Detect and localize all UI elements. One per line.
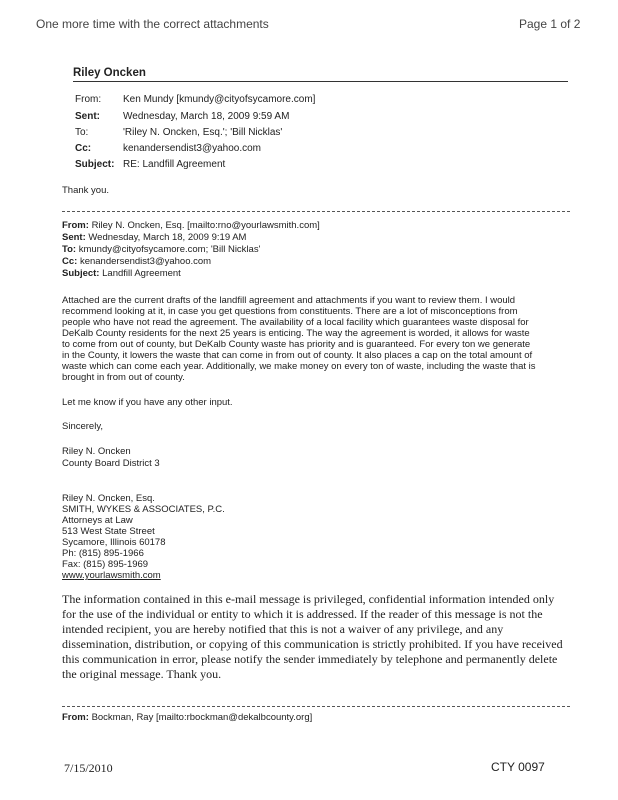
reply-subject-field	[75, 159, 225, 170]
closing: Sincerely,	[62, 421, 104, 432]
body-line: brought in from out of county.	[62, 372, 185, 383]
reply-subject-label: Subject:	[75, 159, 115, 170]
firm-website-link[interactable]: www.yourlawsmith.com	[62, 570, 161, 581]
original-sent-value: Wednesday, March 18, 2009 9:19 AM	[88, 232, 247, 243]
disclaimer-line: intended recipient, you are hereby notified that this is not a waiver of any privilege, and any	[62, 622, 504, 636]
firm-website-wrap	[62, 570, 161, 581]
body-line: Attached are the current drafts of the landfill agreement and attachments if you want to review them. I would	[62, 295, 516, 306]
reply-cc-field	[75, 143, 261, 154]
firm-signature-line: Attorneys at Law	[62, 515, 133, 526]
reply-cc-label: Cc:	[75, 143, 92, 154]
disclaimer-line: The information contained in this e-mail message is privileged, confidential information intended only	[62, 592, 555, 606]
firm-signature-line: 513 West State Street	[62, 526, 155, 537]
disclaimer-line: this communication in error, please notify the sender immediately by telephone and permanently delete	[62, 652, 558, 666]
disclaimer-line: the original message. Thank you.	[62, 667, 222, 681]
reply-from-field	[75, 94, 315, 105]
firm-signature-line: Riley N. Oncken, Esq.	[62, 493, 155, 504]
original-from-value: Riley N. Oncken, Esq. [mailto:rno@yourlawsmith.com]	[91, 220, 320, 231]
original-cc-field	[62, 256, 211, 267]
firm-signature-line: Sycamore, Illinois 60178	[62, 537, 166, 548]
page-number: Page 1 of 2	[519, 17, 581, 31]
reply-cc-value: kenandersendist3@yahoo.com	[123, 143, 262, 154]
message-separator	[62, 706, 570, 707]
disclaimer-line: for the use of the individual or entity to which it is addressed. If the reader of this message is not the	[62, 607, 543, 621]
reply-from-label: From:	[75, 94, 102, 105]
original-to-label: To:	[62, 244, 77, 255]
sender-divider	[73, 81, 568, 82]
original-subject-field	[62, 268, 181, 279]
original-subject-value: Landfill Agreement	[102, 268, 181, 279]
next-from-value: Bockman, Ray [mailto:rbockman@dekalbcounty.org]	[91, 712, 313, 723]
message-separator	[62, 211, 570, 212]
original-to-value: kmundy@cityofsycamore.com; 'Bill Nicklas'	[78, 244, 261, 255]
sender-name: Riley Oncken	[73, 67, 146, 79]
body-line: in the County, it lowers the waste that can come in from out of county. It also places a cap on the total amount of	[62, 350, 533, 361]
bates-number: CTY 0097	[491, 760, 545, 774]
original-sent-field	[62, 232, 246, 243]
body-line: recommend looking at it, in case you get questions from constituents. There are a lot of misconceptions from	[62, 306, 518, 317]
reply-to-value: 'Riley N. Oncken, Esq.'; 'Bill Nicklas'	[123, 127, 283, 138]
disclaimer-line: dissemination, distribution, or copying of this communication is strictly prohibited. If you have received	[62, 637, 563, 651]
original-to-field	[62, 244, 260, 255]
reply-from-value: Ken Mundy [kmundy@cityofsycamore.com]	[123, 94, 316, 105]
original-subject-label: Subject:	[62, 268, 100, 279]
next-message-from	[62, 712, 312, 723]
original-cc-value: kenandersendist3@yahoo.com	[79, 256, 212, 267]
original-from-field	[62, 220, 320, 231]
body-line: DeKalb County residents for the next 25 years is enticing. The way the agreement is worded, it allows for waste	[62, 328, 530, 339]
original-sent-label: Sent:	[62, 232, 86, 243]
original-cc-label: Cc:	[62, 256, 78, 267]
input-request: Let me know if you have any other input.	[62, 397, 233, 408]
document-title: One more time with the correct attachments	[36, 17, 269, 31]
reply-body: Thank you.	[62, 185, 109, 196]
body-line: people who have not read the agreement. The availability of a local facility which guarantees waste disposal for	[62, 317, 529, 328]
body-line: waste which can come each year. Additionally, we make money on every ton of waste, including the waste that is	[62, 361, 536, 372]
next-from-label: From:	[62, 712, 89, 723]
signature-name: Riley N. Oncken	[62, 446, 131, 457]
signature-title: County Board District 3	[62, 458, 160, 469]
firm-phone: Ph: (815) 895-1966	[62, 548, 144, 559]
body-line: to come from out of county, but DeKalb County waste has priority and is guaranteed. For every ton we generate	[62, 339, 531, 350]
original-from-label: From:	[62, 220, 89, 231]
firm-fax: Fax: (815) 895-1969	[62, 559, 149, 570]
reply-sent-label: Sent:	[75, 111, 100, 122]
reply-subject-value: RE: Landfill Agreement	[123, 159, 226, 170]
reply-to-field	[75, 127, 282, 138]
reply-sent-field	[75, 111, 289, 122]
reply-to-label: To:	[75, 127, 89, 138]
print-date: 7/15/2010	[64, 761, 113, 775]
firm-signature-line: SMITH, WYKES & ASSOCIATES, P.C.	[62, 504, 225, 515]
reply-sent-value: Wednesday, March 18, 2009 9:59 AM	[123, 111, 290, 122]
